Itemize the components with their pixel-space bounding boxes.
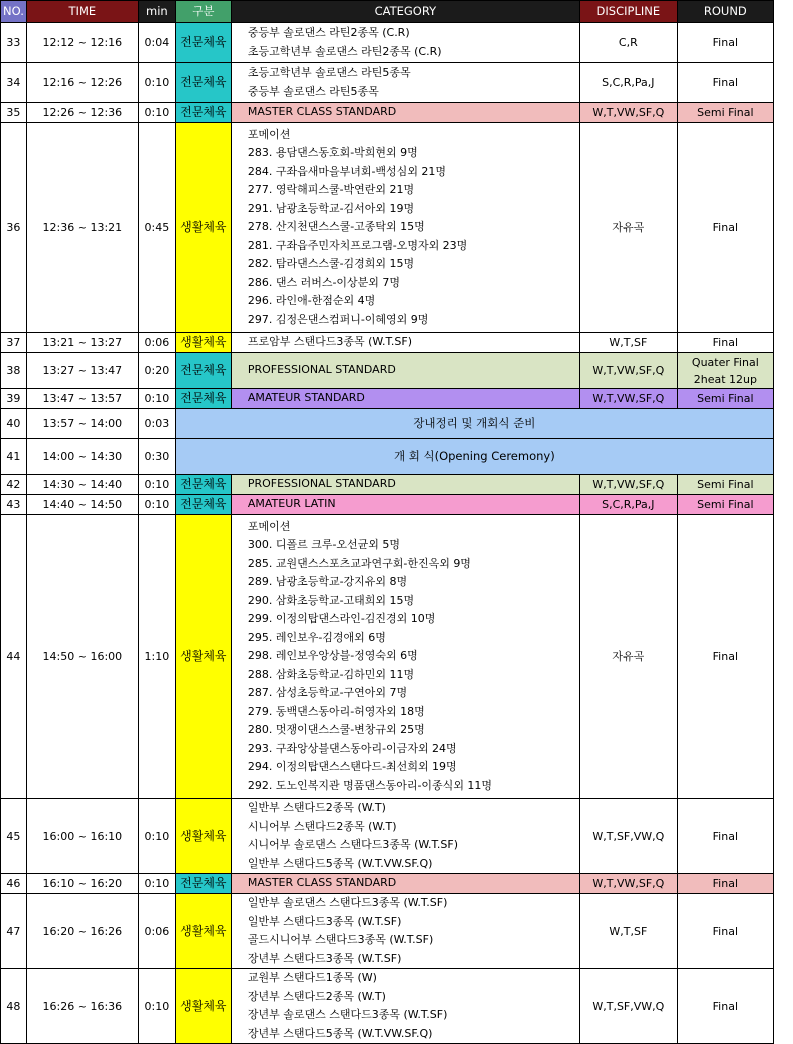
row-no: 41 [1, 439, 27, 475]
row-category [231, 353, 579, 389]
category-line: 284. 구좌읍새마을부녀회-백성심외 21명 [247, 164, 447, 178]
category-line: 296. 라인애-한점순외 4명 [247, 294, 376, 308]
header-min: min [138, 1, 175, 23]
row-category [231, 799, 579, 874]
row-round [677, 333, 773, 353]
row-round [677, 63, 773, 103]
row-time: 13:57 ~ 14:00 [26, 409, 138, 439]
row-min: 0:10 [138, 969, 175, 1044]
table-row [1, 63, 774, 103]
round-label: Final [712, 924, 739, 938]
header-round: ROUND [677, 1, 773, 23]
row-round [677, 123, 773, 333]
row-time: 14:00 ~ 14:30 [26, 439, 138, 475]
row-round [677, 515, 773, 799]
row-no: 38 [1, 353, 27, 389]
round-label: Final [712, 829, 739, 843]
row-type: 생활체육 [175, 333, 231, 353]
row-category [231, 515, 579, 799]
row-discipline: W,T,SF,VW,Q [579, 799, 677, 874]
row-no: 42 [1, 475, 27, 495]
row-round [677, 103, 773, 123]
category-line: 초등고학년부 솔로댄스 라틴2종목 (C.R) [247, 44, 442, 58]
category-line: 277. 영락해피스쿨-박연란외 21명 [247, 183, 415, 197]
row-min: 0:10 [138, 874, 175, 894]
row-discipline: S,C,R,Pa,J [579, 495, 677, 515]
ceremony-cell: 개 회 식(Opening Ceremony) [175, 439, 773, 475]
round-label: Final [712, 877, 739, 890]
row-no: 48 [1, 969, 27, 1044]
category-line: 장년부 솔로댄스 스탠다드3종목 (W.T.SF) [247, 1008, 448, 1021]
row-category [231, 389, 579, 409]
row-time: 16:20 ~ 16:26 [26, 894, 138, 969]
header-no: NO. [1, 1, 27, 23]
row-time: 13:21 ~ 13:27 [26, 333, 138, 353]
row-min: 0:10 [138, 103, 175, 123]
row-discipline: W,T,VW,SF,Q [579, 389, 677, 409]
round-label: Final [712, 76, 739, 89]
row-no: 40 [1, 409, 27, 439]
row-discipline: W,T,VW,SF,Q [579, 874, 677, 894]
category-line: 287. 삼성초등학교-구연아외 7명 [247, 686, 408, 700]
row-category [231, 103, 579, 123]
header-category: CATEGORY [231, 1, 579, 23]
row-min: 0:30 [138, 439, 175, 475]
row-category [231, 333, 579, 353]
row-type: 전문체육 [175, 874, 231, 894]
category-line: PROFESSIONAL STANDARD [247, 477, 396, 491]
row-type: 생활체육 [175, 515, 231, 799]
row-min: 0:20 [138, 353, 175, 389]
row-category [231, 894, 579, 969]
row-time: 14:50 ~ 16:00 [26, 515, 138, 799]
category-line: 280. 멋쟁이댄스스쿨-변창규외 25명 [247, 723, 425, 737]
table-row [1, 123, 774, 333]
row-category [231, 495, 579, 515]
row-type: 전문체육 [175, 495, 231, 515]
category-line: 장년부 스탠다드5종목 (W.T.VW.SF.Q) [247, 1026, 433, 1040]
row-min: 0:10 [138, 475, 175, 495]
row-min: 0:03 [138, 409, 175, 439]
category-line: 장년부 스탠다드2종목 (W.T) [247, 989, 386, 1003]
row-type: 전문체육 [175, 103, 231, 123]
row-discipline: W,T,SF,VW,Q [579, 969, 677, 1044]
row-no: 44 [1, 515, 27, 799]
row-min: 0:10 [138, 63, 175, 103]
category-line: 286. 댄스 러버스-이상분외 7명 [247, 275, 401, 289]
table-row [1, 799, 774, 874]
row-type: 전문체육 [175, 23, 231, 63]
row-min: 0:06 [138, 894, 175, 969]
row-round [677, 353, 773, 389]
row-round [677, 969, 773, 1044]
row-category [231, 63, 579, 103]
header-discipline: DISCIPLINE [579, 1, 677, 23]
round-heat-label: 2heat 12up [693, 372, 757, 386]
row-type: 생활체육 [175, 799, 231, 874]
round-label: Semi Final [697, 106, 754, 119]
row-no: 43 [1, 495, 27, 515]
row-type: 전문체육 [175, 353, 231, 389]
row-category [231, 123, 579, 333]
category-line: 일반부 스탠다드2종목 (W.T) [247, 801, 386, 814]
category-line: AMATEUR STANDARD [247, 391, 365, 405]
table-row [1, 23, 774, 63]
round-label: Final [712, 650, 739, 663]
row-time: 14:30 ~ 14:40 [26, 475, 138, 495]
table-row [1, 894, 774, 969]
category-line: MASTER CLASS STANDARD [247, 876, 397, 890]
category-line: 289. 남광초등학교-강지유외 8명 [247, 575, 408, 589]
category-line: 시니어부 스탠다드2종목 (W.T) [247, 819, 397, 833]
category-line: MASTER CLASS STANDARD [247, 105, 397, 119]
category-line: 초등고학년부 솔로댄스 라틴5종목 [247, 66, 411, 79]
category-line: 프로암부 스탠다드3종목 (W.T.SF) [247, 335, 413, 349]
table-row [1, 439, 774, 475]
table-row [1, 103, 774, 123]
table-row [1, 495, 774, 515]
row-time: 12:16 ~ 12:26 [26, 63, 138, 103]
row-round [677, 799, 773, 874]
round-label: Final [712, 221, 739, 234]
row-min: 0:06 [138, 333, 175, 353]
ceremony-cell: 장내정리 및 개회식 준비 [175, 409, 773, 439]
row-type: 전문체육 [175, 63, 231, 103]
round-label: Quater Final [691, 355, 759, 369]
row-time: 16:10 ~ 16:20 [26, 874, 138, 894]
row-min: 0:10 [138, 799, 175, 874]
category-line: 포메이션 [247, 127, 291, 141]
row-round [677, 475, 773, 495]
category-line: 중등부 솔로댄스 라틴5종목 [247, 84, 379, 98]
row-no: 37 [1, 333, 27, 353]
row-discipline: W,T,VW,SF,Q [579, 103, 677, 123]
category-line: 285. 교원댄스스포츠교과연구회-한진옥외 9명 [247, 556, 471, 570]
row-time: 14:40 ~ 14:50 [26, 495, 138, 515]
row-discipline: C,R [579, 23, 677, 63]
category-line: 포메이션 [247, 519, 291, 533]
table-row [1, 333, 774, 353]
row-round [677, 874, 773, 894]
category-line: 278. 산지천댄스스쿨-고종탁외 15명 [247, 220, 425, 234]
category-line: 300. 디폴르 크루-오선균외 5명 [247, 538, 401, 552]
row-no: 35 [1, 103, 27, 123]
round-label: Final [712, 336, 739, 349]
row-no: 39 [1, 389, 27, 409]
row-time: 16:26 ~ 16:36 [26, 969, 138, 1044]
round-label: Final [712, 36, 739, 49]
row-no: 47 [1, 894, 27, 969]
row-min: 1:10 [138, 515, 175, 799]
category-line: 291. 남광초등학교-김서아외 19명 [247, 201, 415, 215]
table-row [1, 475, 774, 495]
row-type: 전문체육 [175, 475, 231, 495]
row-discipline: W,T,VW,SF,Q [579, 475, 677, 495]
category-line: AMATEUR LATIN [247, 497, 336, 511]
row-time: 12:26 ~ 12:36 [26, 103, 138, 123]
category-line: 298. 레인보우앙상블-정영숙외 6명 [247, 649, 418, 663]
row-round [677, 495, 773, 515]
category-line: 일반부 스탠다드3종목 (W.T.SF) [247, 914, 402, 928]
category-line: 294. 이정의탑댄스스탠다드-최선희외 19명 [247, 760, 457, 774]
category-line: 299. 이정의탑댄스라인-김진경외 10명 [247, 612, 436, 626]
row-no: 45 [1, 799, 27, 874]
row-discipline: 자유곡 [579, 123, 677, 333]
header-row [1, 1, 774, 23]
row-round [677, 389, 773, 409]
category-line: 292. 도노인복지관 명품댄스동아리-이종식외 11명 [247, 778, 493, 792]
table-row [1, 515, 774, 799]
category-line: 283. 용담댄스동호회-박희현외 9명 [247, 146, 418, 160]
category-line: 중등부 솔로댄스 라틴2종목 (C.R) [247, 26, 410, 39]
row-time: 16:00 ~ 16:10 [26, 799, 138, 874]
row-no: 36 [1, 123, 27, 333]
row-min: 0:10 [138, 389, 175, 409]
row-no: 34 [1, 63, 27, 103]
row-category [231, 23, 579, 63]
row-no: 46 [1, 874, 27, 894]
row-category [231, 874, 579, 894]
category-line: 279. 동백댄스동아리-허영자외 18명 [247, 704, 425, 718]
category-line: PROFESSIONAL STANDARD [247, 363, 396, 377]
category-line: 290. 삼화초등학교-고태희외 15명 [247, 593, 415, 607]
category-line: 골드시니어부 스탠다드3종목 (W.T.SF) [247, 933, 434, 946]
header-time: TIME [26, 1, 138, 23]
row-type: 생활체육 [175, 894, 231, 969]
category-line: 시니어부 솔로댄스 스탠다드3종목 (W.T.SF) [247, 838, 459, 851]
table-row [1, 409, 774, 439]
row-discipline: S,C,R,Pa,J [579, 63, 677, 103]
row-discipline: 자유곡 [579, 515, 677, 799]
row-round [677, 894, 773, 969]
row-discipline: W,T,SF [579, 333, 677, 353]
row-category [231, 969, 579, 1044]
row-time: 13:47 ~ 13:57 [26, 389, 138, 409]
round-label: Semi Final [697, 498, 754, 511]
category-line: 교원부 스탠다드1종목 (W) [247, 971, 377, 984]
row-min: 0:45 [138, 123, 175, 333]
category-line: 288. 삼화초등학교-김하민외 11명 [247, 667, 415, 681]
row-time: 13:27 ~ 13:47 [26, 353, 138, 389]
table-row [1, 969, 774, 1044]
row-type: 생활체육 [175, 969, 231, 1044]
header-type: 구분 [175, 1, 231, 23]
row-discipline: W,T,SF [579, 894, 677, 969]
row-time: 12:12 ~ 12:16 [26, 23, 138, 63]
row-type: 전문체육 [175, 389, 231, 409]
category-line: 일반부 솔로댄스 스탠다드3종목 (W.T.SF) [247, 896, 448, 909]
round-label: Semi Final [697, 392, 754, 405]
category-line: 293. 구좌앙상블댄스동아리-이금자외 24명 [247, 741, 457, 755]
category-line: 295. 레인보우-김경애외 6명 [247, 630, 386, 644]
table-row [1, 353, 774, 389]
row-type: 생활체육 [175, 123, 231, 333]
category-line: 일반부 스탠다드5종목 (W.T.VW.SF.Q) [247, 856, 433, 870]
row-min: 0:10 [138, 495, 175, 515]
row-discipline: W,T,VW,SF,Q [579, 353, 677, 389]
row-time: 12:36 ~ 13:21 [26, 123, 138, 333]
category-line: 장년부 스탠다드3종목 (W.T.SF) [247, 951, 402, 965]
table-row [1, 389, 774, 409]
row-min: 0:04 [138, 23, 175, 63]
row-category [231, 475, 579, 495]
table-row [1, 874, 774, 894]
category-line: 282. 탐라댄스스쿨-김경희외 15명 [247, 257, 415, 271]
category-line: 297. 김정은댄스컴퍼니-이혜영외 9명 [247, 312, 429, 326]
row-no: 33 [1, 23, 27, 63]
row-round [677, 23, 773, 63]
round-label: Semi Final [697, 478, 754, 491]
round-label: Final [712, 999, 739, 1013]
category-line: 281. 구좌읍주민자치프로그램-오명자외 23명 [247, 238, 468, 252]
